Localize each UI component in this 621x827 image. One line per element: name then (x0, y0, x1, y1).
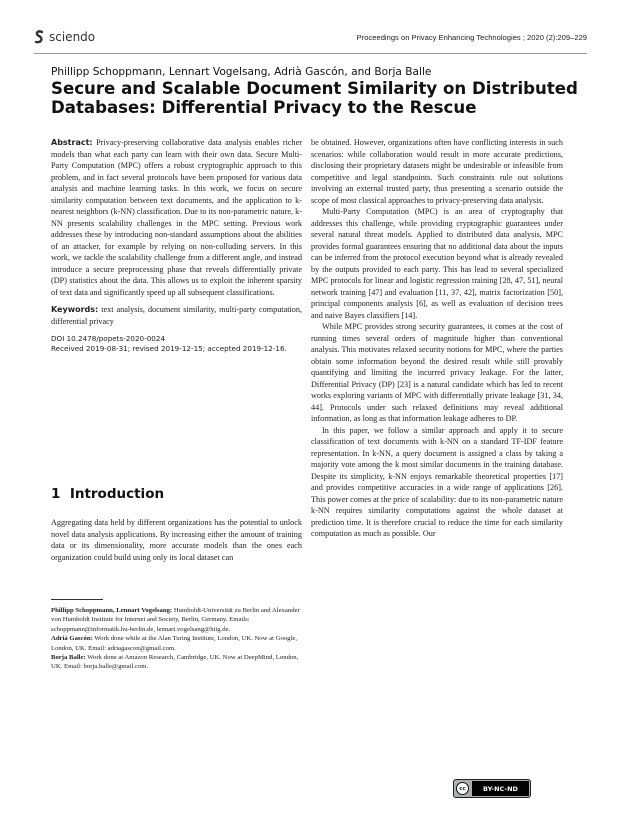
body-paragraph: Multi-Party Computation (MPC) is an area of cryptography that addresses this challenge, while providing cryptographic guarantees under several natural threat models. Applied to distributed data analysis, MPC provides formal guarantees ensuring that no additional data about the inputs can be inferred from the protocol execution beyond what is already revealed by the outputs provided to each party. This has lead to several specialized MPC protocols for linear and logistic regression training [28, 47, 51], neural network training [47] and evaluation [11, 37, 42], matrix factorization [50], principal components analysis [6], as well as evaluation of decision trees and naive Bayes classifiers [14]. (311, 207, 563, 320)
body-paragraph: be obtained. However, organizations often have conflicting interests in such scenarios: while collaboration would result in more accurate predictions, disclosing their proprietary datasets might be undesirable or infeasible from competitive and legal standpoints. Such constraints rule out solutions involving an external trusted party, thus presenting a scenario outside the scope of most classical approaches to privacy-preserving data analysis. (311, 138, 563, 205)
section-number: 1 (51, 486, 61, 502)
abstract-label: Abstract: (51, 138, 93, 147)
body-paragraph: In this paper, we follow a similar approach and apply it to secure classification of text documents with k-NN on a standard TF-IDF feature representation. In k-NN, a query document is assigned a class by taking a majority vote among the k most similar documents in the training database. Despite its simplicity, k-NN enjoys remarkable theoretical properties [17] and provides competitive accuracies in a wide range of applications [26]. This power comes at the price of scalability: due to its non-parametric nature k-NN requires similarity computations against the whole dataset at prediction time. It is therefore crucial to reduce the time for each similarity computation as much as possible. Our (311, 425, 563, 538)
body-paragraph: While MPC provides strong security guarantees, it comes at the cost of running times several orders of magnitude higher than conventional analysis. This motivates relaxed security notions for MPC, where the parties obtain some information beyond the desired result while still provably quantifying and limiting the incurred privacy leakage. For the latter, Differential Privacy (DP) [23] is a natural candidate which has led to recent works exploring variants of MPC with differentially private leakage [31, 34, 44]. Protocols under such relaxed definitions may reveal additional information, as long as that information leakage adheres to DP. (311, 322, 563, 423)
footnote-name: Borja Balle: (51, 654, 86, 662)
footnote-text: Humboldt-Universität zu Berlin and Alexander von Humboldt Institute for Internet and Society, Berlin, Germany. Emails: schoppmann@informatik.hu-berlin.de, lennart.vogelsang@hiig.de. (51, 607, 300, 633)
logo-text: sciendo (49, 30, 96, 44)
page-header (34, 30, 587, 52)
keywords (51, 304, 302, 327)
received-dates: Received 2019-08-31; revised 2019-12-15; accepted 2019-12-16. (51, 344, 287, 353)
journal-citation: Proceedings on Privacy Enhancing Technologies ; 2020 (2):209–229 (356, 33, 587, 42)
footnote-text: Work done while at the Alan Turing Institute, London, UK. Now at Google, London, UK. Email: adriagascon@gmail.com. (51, 635, 298, 652)
sciendo-logo-icon (34, 30, 45, 44)
footnote-rule (51, 599, 103, 600)
author-footnotes (51, 606, 302, 672)
footnote-name: Adrià Gascón: (51, 635, 93, 643)
keywords-label: Keywords: (51, 305, 99, 314)
section-title: Introduction (69, 486, 165, 502)
abstract-text: Privacy-preserving collaborative data analysis enables richer models than what each party can learn with their own data. Secure Multi-Party Computation (MPC) offers a robust cryptographic approach to this problem, and in fact several protocols have been proposed for various data analysis and machine learning tasks. In this work, we focus on secure similarity computation between text documents, and the application to k-nearest neighbors (k-NN) classification. Due to its non-parametric nature, k-NN presents scalability challenges in the MPC setting. Previous work addresses these by introducing non-standard assumptions about the abilities of an attacker, for example by relying on non-colluding servers. In this work, we tackle the scalability challenge from a different angle, and instead introduce a secure preprocessing phase that reveals differentially private (DP) statistics about the data. This allows us to exploit the inherent sparsity of text data and significantly speed up all subsequent classifications. (51, 138, 302, 297)
creative-commons-icon: cc (456, 782, 469, 795)
keywords-text: text analysis, document similarity, multi-party computation, differential privacy (51, 305, 302, 326)
right-column (311, 137, 563, 540)
author-list: Phillipp Schoppmann, Lennart Vogelsang, Adrià Gascón, and Borja Balle (51, 66, 432, 78)
abstract (51, 137, 302, 298)
footnote-text: Work done at Amazon Research, Cambridge, UK. Now at DeepMind, London, UK. Email: borja.balle@gmail.com. (51, 654, 299, 671)
header-rule (34, 53, 587, 54)
license-label: BY-NC-ND (472, 781, 529, 796)
section-heading (51, 486, 164, 502)
license-badge[interactable] (453, 779, 531, 798)
footnote-name: Phillipp Schoppmann, Lennart Vogelsang: (51, 607, 173, 614)
left-column (51, 137, 302, 354)
footnote (51, 606, 302, 634)
intro-paragraph: Aggregating data held by different organizations has the potential to unlock novel data analysis applications. By increasing either the amount of training data or its dimensionality, more accurate models than the ones each organization could build using only its local dataset can (51, 518, 302, 562)
doi[interactable]: DOI 10.2478/popets-2020-0024 (51, 334, 166, 343)
footnote (51, 653, 302, 672)
publisher-logo (34, 30, 95, 44)
paper-title: Secure and Scalable Document Similarity on Distributed Databases: Differential Privacy to the Rescue (51, 79, 578, 117)
footnote (51, 634, 302, 653)
